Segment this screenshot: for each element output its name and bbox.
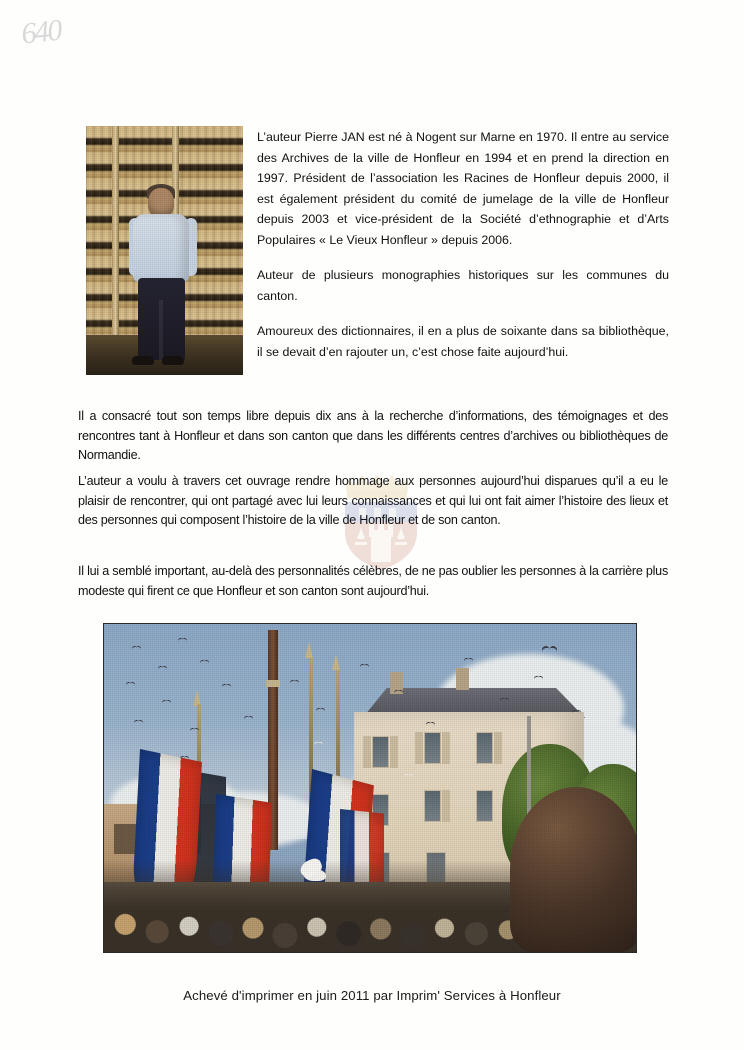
flying-bird	[360, 664, 369, 669]
colophon-footer: Achevé d'imprimer en juin 2011 par Imprim' Services à Honfleur	[183, 988, 561, 1003]
author-shirt	[133, 214, 189, 282]
window	[476, 732, 493, 764]
flying-bird	[572, 710, 581, 715]
flagpole-finial	[305, 642, 313, 658]
flying-bird	[158, 666, 167, 671]
window	[476, 790, 493, 822]
flying-bird	[464, 658, 473, 663]
flying-bird	[126, 682, 135, 687]
shutter	[363, 736, 371, 768]
flying-bird	[162, 700, 171, 705]
shutter	[415, 732, 423, 764]
window	[372, 736, 389, 768]
flagpole-finial	[332, 654, 340, 670]
shutter	[442, 790, 450, 822]
dove-in-flight	[296, 860, 330, 886]
chimney	[456, 668, 469, 690]
author-portrait-photo	[86, 126, 243, 375]
flying-bird	[534, 676, 543, 681]
window	[424, 732, 441, 764]
author-shoe-right	[162, 356, 184, 365]
flying-bird	[244, 716, 253, 721]
bio-paragraph-3: Amoureux des dictionnaires, il en a plus de soixante dans sa bibliothèque, il se devait d’en rajouter un, c’est chose faite aujourd’hui.	[257, 324, 669, 359]
handwritten-scan-mark: 640	[19, 13, 63, 51]
author-trousers	[138, 278, 185, 360]
body-paragraph-2-block	[78, 472, 668, 531]
shutter	[390, 736, 398, 768]
author-shoe-left	[132, 356, 154, 365]
flying-bird	[190, 728, 199, 733]
flying-bird	[200, 660, 209, 665]
flying-bird	[290, 680, 299, 685]
flying-bird	[132, 646, 141, 651]
flying-bird	[180, 756, 189, 761]
flying-dove	[314, 742, 323, 747]
flying-bird	[134, 720, 143, 725]
flying-bird	[178, 638, 187, 643]
flag-mast-band	[266, 680, 280, 687]
flying-dove	[404, 774, 413, 779]
shutter	[494, 732, 502, 764]
body-paragraph-1-block	[78, 407, 668, 466]
body-paragraph-1: Il a consacré tout son temps libre depuis dix ans à la recherche d’informations, des témoignages et des rencontres tant à Honfleur et dans son canton que dans les différents centres d’archives ou bibliothèques de Normandie.	[78, 409, 668, 462]
ceremony-photo	[103, 623, 637, 953]
flying-bird	[394, 690, 403, 695]
flying-bird	[222, 684, 231, 689]
body-paragraph-3: Il lui a semblé important, au-delà des personnalités célèbres, de ne pas oublier les personnes à la carrière plus modeste qui firent ce que Honfleur et son canton sont aujourd’hui.	[78, 564, 668, 598]
bio-paragraph-1: L’auteur Pierre JAN est né à Nogent sur Marne en 1970. Il entre au service des Archives de la ville de Honfleur en 1994 et en prend la direction en 1997. Président de l’association les Racines de Honfleur depuis 2000, il est également président du comité de jumelage de la ville de Honfleur depuis 2003 et vice-président de la Société d’ethnographie et d’Arts Populaires « Le Vieux Honfleur » depuis 2006.	[257, 130, 669, 247]
shutter	[442, 732, 450, 764]
biography-text-column	[257, 127, 669, 362]
body-paragraph-2: L’auteur a voulu à travers cet ouvrage rendre hommage aux personnes aujourd’hui disparues qu’il a eu le plaisir de rencontrer, qui ont partagé avec lui leurs connaissances et qui lui ont fait aimer l’histoire des lieux et des personnes qui composent l’histoire de la ville de Honfleur et de son canton.	[78, 474, 668, 527]
bio-paragraph-2: Auteur de plusieurs monographies historiques sur les communes du canton.	[257, 268, 669, 303]
foreground-spectator-head	[510, 787, 637, 952]
flying-bird	[316, 708, 325, 713]
flying-bird	[500, 698, 509, 703]
flying-bird	[426, 722, 435, 727]
window	[424, 790, 441, 822]
flying-pigeon	[542, 646, 557, 655]
body-paragraph-3-block	[78, 562, 668, 601]
